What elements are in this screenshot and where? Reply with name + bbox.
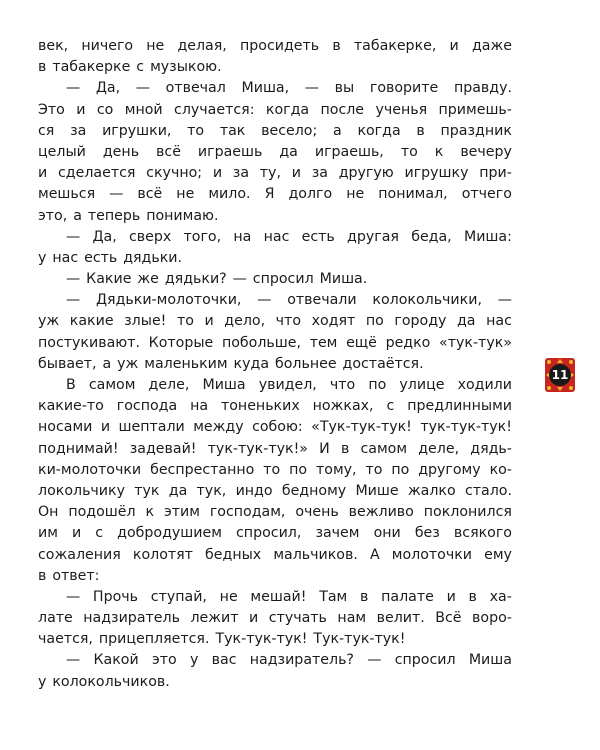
text-line: — Да, сверх того, на нас есть другая беда, Миша: [66, 228, 512, 245]
text-line: В самом деле, Миша увидел, что по улице ходили [66, 377, 512, 393]
text-line: — Прочь ступай, не мешай! Там в палате и в ха- [66, 588, 512, 605]
text-line: век, ничего не делая, просидеть в табакерке, и даже [38, 38, 512, 54]
text-line: лате надзиратель лежит и стучать нам велит. Всё воро- [38, 610, 512, 627]
page-number-badge [545, 358, 575, 392]
text-line: ки-молоточки беспрестанно то по тому, то по другому ко- [38, 461, 512, 478]
text-line: у нас есть дядьки. [38, 249, 183, 266]
text-line: — Да, — отвечал Миша, — вы говорите правду. [66, 80, 512, 97]
text-line: какие-то господа на тоненьких ножках, с предлинными [38, 398, 512, 415]
text-line: постукивают. Которые побольше, тем ещё редко «тук-тук» [38, 334, 512, 351]
text-line: поднимай! задевай! тук-тук-тук!» И в самом деле, дядь- [38, 440, 512, 457]
text-line: это, а теперь понимаю. [38, 207, 219, 224]
text-line: бывает, а уж маленьким куда больнее достаётся. [38, 355, 424, 372]
text-line: — Какой это у вас надзиратель? — спросил Миша [66, 652, 512, 669]
body-text [38, 36, 512, 693]
text-line: мешься — всё не мило. Я долго не понимал, отчего [38, 186, 512, 203]
text-line: локольчику тук да тук, индо бедному Мише жалко стало. [38, 482, 512, 499]
text-line: сожаления колотят бедных мальчиков. А молоточки ему [38, 546, 512, 563]
text-line: ся за игрушки, то так весело; а когда в праздник [38, 122, 512, 139]
text-line: целый день всё играешь да играешь, то к вечеру [38, 143, 512, 160]
text-line: — Какие же дядьки? — спросил Миша. [66, 271, 368, 288]
text-line: Он подошёл к этим господам, очень вежливо поклонился [38, 504, 512, 521]
text-line: у колокольчиков. [38, 673, 170, 690]
text-line: в табакерке с музыкою. [38, 59, 222, 76]
text-line: уж какие злые! то и дело, что ходят по городу да нас [38, 313, 512, 330]
text-line: им и с добродушием спросил, зачем они без всякого [38, 525, 512, 542]
text-line: носами и шептали между собою: «Тук-тук-тук! тук-тук-тук! [38, 419, 512, 436]
text-line: в ответ: [38, 567, 100, 584]
text-line: и сделается скучно; и за ту, и за другую игрушку при- [38, 165, 512, 182]
text-line: чается, прицепляется. Тук-тук-тук! Тук-тук-тук! [38, 631, 406, 648]
text-line: — Дядьки-молоточки, — отвечали колокольчики, — [66, 292, 512, 309]
page-number: 11 [551, 368, 569, 382]
text-line: Это и со мной случается: когда после ученья примешь- [38, 101, 512, 118]
